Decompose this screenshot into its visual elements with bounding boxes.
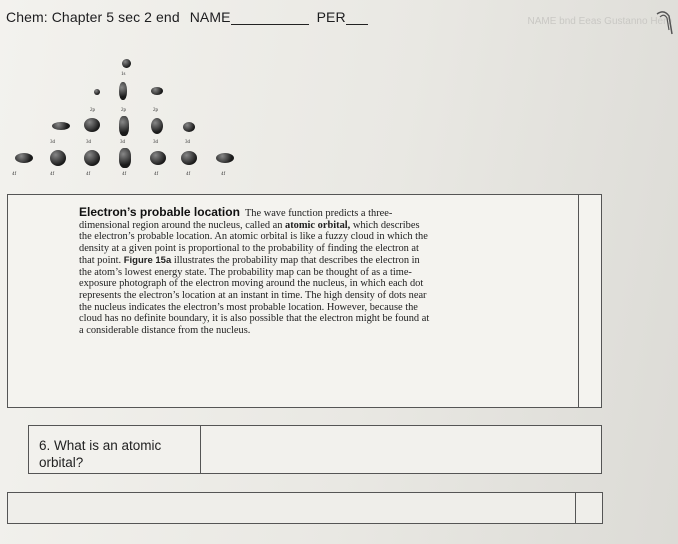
orbital-label: 2p: [121, 108, 126, 113]
orbital-label: 3d: [86, 140, 91, 145]
orbital-label: 4f: [122, 172, 127, 177]
box-divider: [575, 493, 576, 523]
orbital-label: 4f: [221, 172, 226, 177]
name-label: NAME: [189, 9, 231, 25]
key-term: atomic orbital,: [285, 219, 351, 231]
orbital-4f: [181, 151, 197, 165]
orbital-label: 2p: [153, 108, 158, 113]
orbital-label: 4f: [50, 172, 55, 177]
orbital-label: 3d: [185, 140, 190, 145]
orbital-label: 1s: [121, 72, 126, 77]
orbital-3d: [84, 118, 100, 132]
orbital-4f: [15, 153, 33, 163]
name-blank[interactable]: [231, 10, 309, 25]
passage-text: The wave function predicts a three-dimensional region around the nucleus, called an: [79, 208, 393, 231]
box-divider: [578, 195, 579, 407]
period-label: PER: [316, 9, 346, 25]
orbital-4f: [119, 148, 131, 168]
orbital-2p: [119, 82, 127, 100]
orbital-4f: [150, 151, 166, 165]
question-box: [28, 425, 602, 474]
orbital-1s: [122, 59, 131, 68]
figure-reference: Figure 15a: [123, 254, 172, 266]
orbital-label: 3d: [50, 140, 55, 145]
orbital-4f: [216, 153, 234, 163]
orbital-label: 3d: [120, 140, 125, 145]
passage-heading: Electron’s probable location: [79, 205, 240, 219]
box-divider: [200, 426, 201, 473]
orbital-3d: [52, 122, 70, 130]
bleed-through-text: NAME bnd Eeas Gustanno Hero: [527, 16, 672, 27]
orbital-2p: [94, 89, 100, 95]
worksheet-title: Chem: Chapter 5 sec 2 end: [6, 9, 180, 25]
passage-text: which describes the electron’s probable location. An atomic orbital is like a fuzzy cloud in which the density at a given point is proportional to the probability of finding the electron at that point.: [79, 219, 428, 266]
orbital-3d: [119, 116, 129, 136]
answer-box[interactable]: [7, 492, 603, 524]
paper-clip-icon: [654, 10, 674, 36]
orbital-label: 3d: [153, 140, 158, 145]
orbital-3d: [183, 122, 195, 132]
orbital-label: 2p: [90, 108, 95, 113]
orbital-shapes-figure: [0, 52, 260, 192]
question-6-text: 6. What is an atomic orbital?: [39, 438, 162, 470]
orbital-3d: [151, 118, 163, 134]
orbital-label: 4f: [86, 172, 91, 177]
orbital-4f: [50, 150, 66, 166]
orbital-label: 4f: [186, 172, 191, 177]
orbital-4f: [84, 150, 100, 166]
passage-text: illustrates the probability map that describes the electron in the atom’s lowest energy state. The probability map can be thought of as a time-exposure photograph of the electron moving around the nucleus, in which each dot represents the electron’s location at an instant in time. The high density of dots near the nucleus indicates the electron’s most probable location. However, because the cloud has no definite boundary, it is also possible that the electron might be found at a considerable distance from the nucleus.: [79, 254, 430, 337]
reading-passage-box: [7, 194, 602, 408]
orbital-label: 4f: [154, 172, 159, 177]
orbital-label: 4f: [12, 172, 17, 177]
reading-passage: [79, 207, 434, 337]
orbital-2p: [151, 87, 163, 95]
period-blank[interactable]: [346, 10, 368, 25]
worksheet-header: [6, 9, 374, 25]
